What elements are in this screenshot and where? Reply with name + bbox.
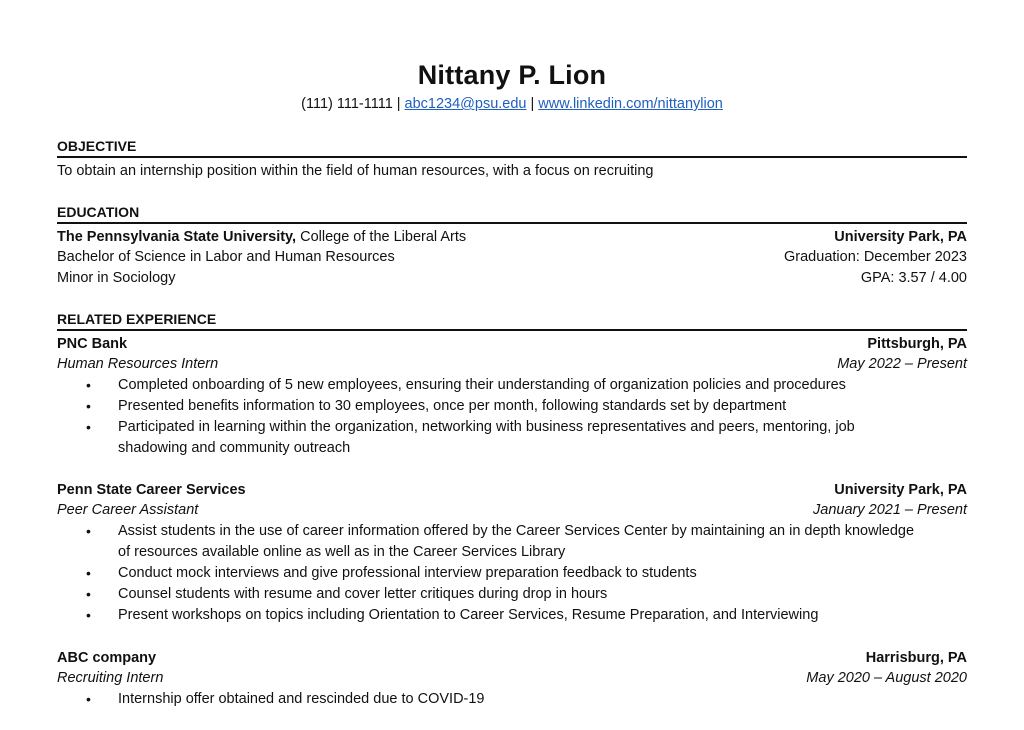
school-name: The Pennsylvania State University, <box>57 229 297 245</box>
list-item: • Assist students in the use of career information offered by the Career Services Center by maintaining an in depth knowledge of resources available online as well as in the Career Services Library <box>86 521 926 563</box>
job-dates: May 2022 – Present <box>837 356 967 372</box>
experience-heading: RELATED EXPERIENCE <box>57 310 967 331</box>
contact-line <box>0 94 1024 114</box>
phone-number: (111) 111-1111 <box>301 96 393 112</box>
job-location: Pittsburgh, PA <box>867 336 967 352</box>
education-minor-row <box>57 268 967 288</box>
education-degree-row <box>57 247 967 267</box>
objective-statement: To obtain an internship position within the field of human resources, with a focus on recruiting <box>57 163 654 179</box>
job-location: University Park, PA <box>834 482 967 498</box>
job-role-row <box>57 668 967 688</box>
job-role: Recruiting Intern <box>57 670 164 686</box>
resume-header <box>0 58 1024 114</box>
list-item: • Conduct mock interviews and give professional interview preparation feedback to students <box>86 563 926 584</box>
objective-text <box>57 161 967 181</box>
education-heading: EDUCATION <box>57 203 967 224</box>
job-dates: January 2021 – Present <box>813 502 967 518</box>
degree: Bachelor of Science in Labor and Human Resources <box>57 249 395 265</box>
objective-heading: OBJECTIVE <box>57 137 967 158</box>
job-employer: ABC company <box>57 650 157 666</box>
education-school-row <box>57 227 967 247</box>
email-link[interactable]: abc1234@psu.edu <box>404 96 527 112</box>
job-bullets <box>86 375 926 459</box>
contact-separator: | <box>530 96 535 112</box>
list-item: • Internship offer obtained and rescinded due to COVID-19 <box>86 689 926 710</box>
minor: Minor in Sociology <box>57 270 176 286</box>
education-school <box>57 227 466 247</box>
job-role: Peer Career Assistant <box>57 502 199 518</box>
list-item: • Presented benefits information to 30 employees, once per month, following standards set by department <box>86 396 926 417</box>
education-location: University Park, PA <box>834 229 967 245</box>
graduation-date: Graduation: December 2023 <box>784 249 967 265</box>
list-item: • Participated in learning within the organization, networking with business representatives and peers, mentoring, job shadowing and community outreach <box>86 417 926 459</box>
list-item: • Completed onboarding of 5 new employees, ensuring their understanding of organization policies and procedures <box>86 375 926 396</box>
job-role-row <box>57 500 967 520</box>
job-role: Human Resources Intern <box>57 356 219 372</box>
college-name: College of the Liberal Arts <box>300 229 467 245</box>
job-employer: PNC Bank <box>57 336 128 352</box>
candidate-name: Nittany P. Lion <box>417 60 607 90</box>
job-employer-row <box>57 334 967 354</box>
job-employer-row <box>57 480 967 500</box>
job-location: Harrisburg, PA <box>865 650 967 666</box>
job-bullets <box>86 521 926 626</box>
list-item: • Counsel students with resume and cover letter critiques during drop in hours <box>86 584 926 605</box>
job-bullets <box>86 689 926 710</box>
linkedin-link[interactable]: www.linkedin.com/nittanylion <box>538 96 723 112</box>
gpa: GPA: 3.57 / 4.00 <box>860 270 967 286</box>
contact-separator: | <box>396 96 401 112</box>
job-employer: Penn State Career Services <box>57 482 246 498</box>
job-dates: May 2020 – August 2020 <box>806 670 967 686</box>
job-role-row <box>57 354 967 374</box>
job-employer-row <box>57 648 967 668</box>
list-item: • Present workshops on topics including Orientation to Career Services, Resume Preparation, and Interviewing <box>86 605 926 626</box>
